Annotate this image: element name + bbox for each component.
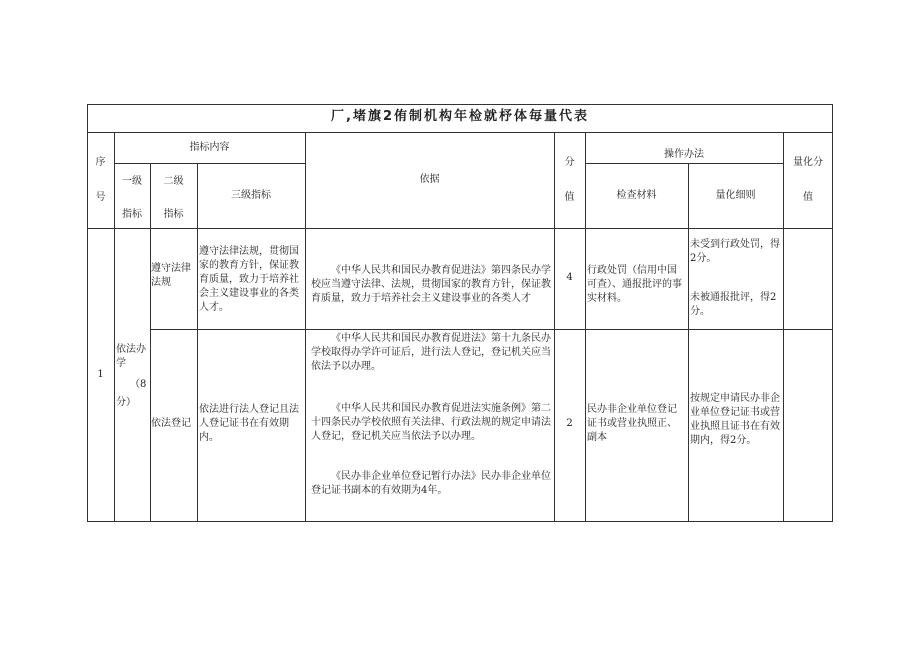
row-seq: 1 — [97, 369, 104, 380]
col-divider-level3 — [305, 132, 306, 522]
col-divider-materials — [688, 163, 689, 522]
item2-basis-2: 《中华人民共和国民办教育促进法实施条例》第二十四条民办学校依照有关法律、行政法规的规定申请法人登记，登记机关应当依法予以办理。 — [311, 403, 551, 442]
header-materials: 检查材料 — [616, 190, 657, 201]
header-indicator-content: 指标内容 — [189, 142, 230, 153]
table-border-top — [87, 104, 833, 105]
title-row-divider — [87, 132, 833, 133]
table-border-bottom — [87, 521, 833, 522]
col-divider-seq — [114, 132, 115, 522]
item2-materials: 民办非企业单位登记证书或营业执照正、副本 — [587, 404, 677, 443]
header-subdivider-right — [585, 163, 783, 164]
header-seq-2: 号 — [95, 192, 106, 203]
header-level3: 三级指标 — [231, 190, 271, 201]
level1-line-2: 学 — [116, 358, 126, 369]
item1-materials: 行政处罚（信用中国可查）、通报批评的事实材料。 — [587, 265, 682, 304]
header-seq-1: 序 — [95, 157, 106, 168]
item2-basis-3: 《民办非企业单位登记暂行办法》民办非企业单位登记证书副本的有效期为4年。 — [311, 471, 551, 496]
header-quant-1: 量化分 — [793, 157, 823, 168]
header-score-1: 分 — [564, 157, 575, 168]
item2-rule-1: 按规定申请民办非企业单位登记证书或营业执照且证书在有效期内，得2分。 — [690, 393, 780, 446]
header-level2-2: 指标 — [163, 209, 184, 220]
table-title: 厂,堵旗2侑制机构年检就杼体毎量代表 — [331, 109, 589, 124]
header-method: 操作办法 — [664, 149, 704, 160]
header-quant-2: 值 — [803, 192, 813, 203]
item-row-divider — [150, 329, 833, 330]
item2-score: 2 — [566, 418, 573, 429]
item2-level2: 依法登记 — [151, 418, 191, 429]
level1-line-3: （8 — [130, 379, 147, 390]
assessment-table — [87, 104, 833, 522]
item1-rule-1: 未受到行政处罚，得2分。 — [690, 239, 780, 264]
item1-level3: 遵守法律法规，贯彻国家的教育方针，保证教育质量，致力于培养社会主义建设事业的各类人才。 — [199, 246, 299, 313]
level1-line-4: 分） — [116, 397, 136, 408]
header-level2-1: 二级 — [163, 176, 184, 187]
level1-line-1: 依法办 — [116, 344, 146, 355]
header-level1-1: 一级 — [122, 176, 142, 187]
col-divider-level2 — [197, 163, 198, 522]
item1-score: 4 — [566, 272, 573, 283]
header-level1-2: 指标 — [122, 209, 142, 220]
item1-basis-1: 《中华人民共和国民办教育促进法》第四条民办学校应当遵守法律、法规，贯彻国家的教育方针，保证教育质量，致力于培养社会主义建设事业的各类人才 — [311, 265, 551, 304]
header-row-divider — [87, 228, 833, 229]
header-score-2: 值 — [564, 192, 575, 203]
item1-level2: 遵守法律法规 — [151, 263, 191, 288]
item2-level3: 依法进行法人登记且法人登记证书在有效期内。 — [199, 404, 299, 443]
header-basis: 依据 — [419, 174, 440, 185]
item1-rule-2: 未被通报批评，得2分。 — [690, 292, 777, 317]
item2-basis-1: 《中华人民共和国民办教育促进法》第十九条民办学校取得办学许可证后，进行法人登记，登记机关应当依法予以办理。 — [311, 333, 551, 372]
header-rules: 量化细则 — [715, 190, 756, 201]
header-subdivider-left — [114, 163, 305, 164]
